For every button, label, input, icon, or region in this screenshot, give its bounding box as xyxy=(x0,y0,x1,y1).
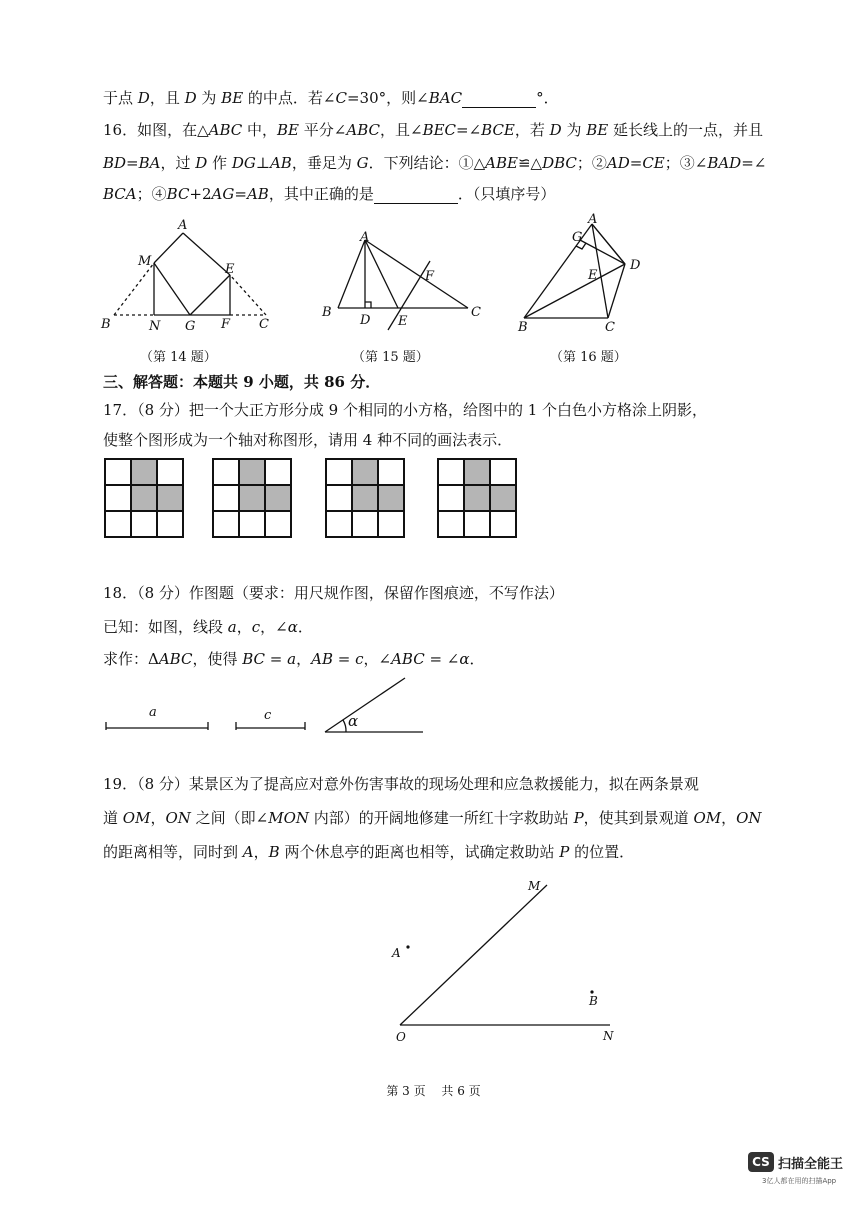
text: a xyxy=(287,650,297,668)
grid-cell[interactable] xyxy=(131,459,157,485)
text: 中， xyxy=(242,121,278,139)
caption-15: （第 15 题） xyxy=(352,350,429,365)
text: ． xyxy=(469,650,485,668)
angle-label: α xyxy=(348,712,359,730)
angle-arc xyxy=(343,720,346,732)
section-heading: 三、解答题：本题共 9 小题，共 86 分． xyxy=(103,373,381,391)
text: D xyxy=(184,89,197,107)
fig16-line xyxy=(580,240,625,264)
fig14-label: M xyxy=(138,254,152,269)
text: ．下列结论：①△ xyxy=(368,154,486,172)
fig16-label: A xyxy=(588,212,598,227)
text: D xyxy=(137,89,150,107)
text: 为 xyxy=(196,89,222,107)
point-a xyxy=(406,945,409,948)
text: 已知：如图，线段 xyxy=(103,618,228,636)
text: ≌△ xyxy=(517,154,543,172)
text: ，若 xyxy=(514,121,550,139)
answer-blank[interactable] xyxy=(374,187,458,204)
grid-cell[interactable] xyxy=(213,459,239,485)
fig15-label: E xyxy=(398,314,408,329)
text: P xyxy=(559,843,570,861)
text: 延长线上的一点，并且 xyxy=(608,121,764,139)
text: a xyxy=(227,618,237,636)
text: 内部）的开阔地修建一所红十字救助站 xyxy=(309,809,574,827)
text: ，∠ xyxy=(363,650,392,668)
text: DBC xyxy=(542,154,577,172)
grid-cell[interactable] xyxy=(326,511,352,537)
text: G xyxy=(356,154,369,172)
caption-16: （第 16 题） xyxy=(550,350,627,365)
fig15-label: F xyxy=(425,269,435,284)
text: 作 xyxy=(207,154,232,172)
segment-a-label: a xyxy=(149,705,157,720)
label-n: N xyxy=(603,1029,614,1043)
grid-cell[interactable] xyxy=(464,459,490,485)
text: ；② xyxy=(576,154,607,172)
text: =∠ xyxy=(741,154,767,172)
text: +2 xyxy=(189,185,212,203)
grid-cell[interactable] xyxy=(213,485,239,511)
grid-cell[interactable] xyxy=(105,485,131,511)
text: α xyxy=(459,650,470,668)
text: c xyxy=(251,618,261,636)
text: = xyxy=(265,650,288,668)
text: 平分∠ xyxy=(299,121,347,139)
grid-cell[interactable] xyxy=(490,459,516,485)
fig14-dashed xyxy=(114,263,154,315)
text: 的位置． xyxy=(569,843,635,861)
fig16-label: G xyxy=(572,230,583,245)
text: BCE xyxy=(481,121,515,139)
q19-line2 xyxy=(103,808,762,828)
text: P xyxy=(573,809,584,827)
logo-badge: CS xyxy=(748,1152,774,1172)
grid-cell[interactable] xyxy=(464,485,490,511)
q18-line1: 18．（8 分）作图题（要求：用尺规作图，保留作图痕迹，不写作法） xyxy=(103,584,564,602)
grid-cell[interactable] xyxy=(378,459,404,485)
fig14-label: N xyxy=(149,319,161,334)
grid-cell[interactable] xyxy=(105,459,131,485)
text: ， xyxy=(150,809,166,827)
text: C xyxy=(335,89,347,107)
text: BE xyxy=(586,121,609,139)
label-m: M xyxy=(528,879,541,893)
fig15-line xyxy=(388,261,430,330)
grid-cell[interactable] xyxy=(157,511,183,537)
q16-line1 xyxy=(103,120,763,140)
text: ，∠ xyxy=(260,618,288,636)
segment-c-label: c xyxy=(264,708,272,723)
fig16-line xyxy=(524,264,625,318)
text: ；④ xyxy=(136,185,167,203)
text: BE xyxy=(221,89,244,107)
text: D xyxy=(195,154,208,172)
grid-cell[interactable] xyxy=(326,485,352,511)
angle-ray xyxy=(325,678,405,732)
grid-cell[interactable] xyxy=(157,485,183,511)
text: OM xyxy=(122,809,151,827)
text: BE xyxy=(277,121,300,139)
text: BEC xyxy=(422,121,457,139)
text: = xyxy=(332,650,356,668)
grid-4 xyxy=(437,458,517,538)
grid-cell[interactable] xyxy=(326,459,352,485)
logo-name: 扫描全能王 xyxy=(778,1157,844,1172)
text: 两个休息亭的距离也相等，试确定救助站 xyxy=(279,843,560,861)
text: BAC xyxy=(428,89,463,107)
grid-cell[interactable] xyxy=(352,485,378,511)
grid-cell[interactable] xyxy=(352,511,378,537)
grid-cell[interactable] xyxy=(131,485,157,511)
text: B xyxy=(268,843,280,861)
text: 于点 xyxy=(103,89,138,107)
text: α xyxy=(287,618,298,636)
text: BD=BA xyxy=(103,154,161,172)
fig14-label: F xyxy=(221,317,231,332)
text: ABC xyxy=(391,650,425,668)
answer-blank[interactable] xyxy=(462,91,536,108)
text: ON xyxy=(165,809,191,827)
text: BAD xyxy=(707,154,742,172)
road-om xyxy=(400,885,547,1025)
grid-cell[interactable] xyxy=(352,459,378,485)
text: ABC xyxy=(208,121,243,139)
q19-line1: 19．（8 分）某景区为了提高应对意外伤害事故的现场处理和应急救援能力，拟在两条景观 xyxy=(103,775,699,793)
figure-15 xyxy=(318,228,488,338)
fig14-label: E xyxy=(225,262,235,277)
text: ABE xyxy=(485,154,518,172)
text: DG xyxy=(231,154,256,172)
grid-cell[interactable] xyxy=(464,511,490,537)
text: 的距离相等，同时到 xyxy=(103,843,243,861)
fig16-label: D xyxy=(630,258,641,273)
grid-cell[interactable] xyxy=(239,485,265,511)
grid-3 xyxy=(325,458,405,538)
fig14-line xyxy=(154,263,190,315)
fig14-label: B xyxy=(101,317,111,332)
text: BC xyxy=(166,185,190,203)
q15-tail-line xyxy=(103,88,559,108)
grid-cell[interactable] xyxy=(438,511,464,537)
q19-line3 xyxy=(103,842,634,862)
text: BC xyxy=(242,650,266,668)
grid-cell[interactable] xyxy=(265,511,291,537)
grid-cell[interactable] xyxy=(157,459,183,485)
label-b: B xyxy=(589,994,598,1008)
grid-cell[interactable] xyxy=(239,459,265,485)
q18-line3 xyxy=(103,649,485,669)
fig14-label: G xyxy=(185,319,196,334)
fig14-line xyxy=(190,275,230,315)
text: ⊥ xyxy=(255,154,270,172)
text: °． xyxy=(536,89,559,107)
text: ．（只填序号） xyxy=(457,185,556,203)
text: AG xyxy=(211,185,235,203)
text: MON xyxy=(268,809,310,827)
label-o: O xyxy=(396,1030,406,1044)
grid-cell[interactable] xyxy=(490,485,516,511)
text: AB xyxy=(311,650,333,668)
text: =30°，则∠ xyxy=(346,89,429,107)
grid-cell[interactable] xyxy=(378,485,404,511)
text: ABC xyxy=(346,121,380,139)
fig15-label: B xyxy=(322,305,332,320)
text: =∠ xyxy=(456,121,482,139)
grid-cell[interactable] xyxy=(265,485,291,511)
text: A xyxy=(242,843,254,861)
text: ， xyxy=(296,650,312,668)
fig15-line xyxy=(338,240,365,308)
text: 道 xyxy=(103,809,123,827)
text: ，使其到景观道 xyxy=(583,809,694,827)
q18-line2 xyxy=(103,617,313,637)
text: ，其中正确的是 xyxy=(268,185,374,203)
figure-14 xyxy=(96,215,286,335)
q17-line2: 使整个图形成为一个轴对称图形，请用 4 种不同的画法表示． xyxy=(103,431,513,449)
text: ，垂足为 xyxy=(291,154,357,172)
text: 的中点．若∠ xyxy=(243,89,336,107)
text: ， xyxy=(253,843,269,861)
text: OM xyxy=(693,809,722,827)
text: BCA xyxy=(103,185,137,203)
text: AD=CE xyxy=(606,154,665,172)
text: 16．如图，在△ xyxy=(103,121,209,139)
text: ，且 xyxy=(149,89,185,107)
fig14-line xyxy=(183,233,230,275)
fig15-label: D xyxy=(360,313,371,328)
logo-tagline: 3亿人都在用的扫描App xyxy=(762,1177,837,1185)
text: AB xyxy=(246,185,269,203)
text: 求作：Δ xyxy=(103,650,159,668)
text: = xyxy=(234,185,247,203)
text: ， xyxy=(236,618,252,636)
q18-figure xyxy=(100,672,440,738)
text: ，使得 xyxy=(192,650,243,668)
label-a: A xyxy=(392,946,401,960)
grid-cell[interactable] xyxy=(490,511,516,537)
grid-cell[interactable] xyxy=(213,511,239,537)
grid-2 xyxy=(212,458,292,538)
text: AB xyxy=(269,154,292,172)
figure-16 xyxy=(512,210,652,340)
fig14-dashed xyxy=(230,275,266,315)
fig14-label: C xyxy=(259,317,269,332)
fig16-line xyxy=(592,224,625,264)
q17-line1: 17．（8 分）把一个大正方形分成 9 个相同的小方格，给图中的 1 个白色小方格涂上阴影， xyxy=(103,401,708,419)
grid-cell[interactable] xyxy=(438,485,464,511)
text: = ∠ xyxy=(424,650,460,668)
grid-cell[interactable] xyxy=(131,511,157,537)
text: ， xyxy=(721,809,737,827)
caption-14: （第 14 题） xyxy=(140,350,217,365)
text: ，且∠ xyxy=(379,121,423,139)
page-footer: 第 3 页 共 6 页 xyxy=(386,1084,481,1098)
fig15-line xyxy=(365,240,468,308)
grid-cell[interactable] xyxy=(265,459,291,485)
text: ；③∠ xyxy=(664,154,708,172)
text: ON xyxy=(736,809,762,827)
q16-line3 xyxy=(103,184,555,204)
fig15-label: C xyxy=(471,305,481,320)
fig14-line xyxy=(154,233,183,263)
fig14-label: A xyxy=(178,218,188,233)
text: c xyxy=(355,650,364,668)
q19-figure xyxy=(380,875,630,1050)
grid-1 xyxy=(104,458,184,538)
fig16-label: E xyxy=(588,268,598,283)
text: D xyxy=(549,121,562,139)
grid-cell[interactable] xyxy=(105,511,131,537)
text: 为 xyxy=(561,121,587,139)
fig15-label: A xyxy=(360,230,370,245)
text: 之间（即∠ xyxy=(190,809,269,827)
fig16-label: C xyxy=(605,320,615,335)
text: ，过 xyxy=(160,154,196,172)
grid-cell[interactable] xyxy=(239,511,265,537)
grid-cell[interactable] xyxy=(378,511,404,537)
fig15-right-angle xyxy=(365,302,371,308)
text: ABC xyxy=(158,650,193,668)
grid-cell[interactable] xyxy=(438,459,464,485)
q16-line2 xyxy=(103,153,766,173)
fig16-label: B xyxy=(518,320,528,335)
text: ． xyxy=(297,618,313,636)
